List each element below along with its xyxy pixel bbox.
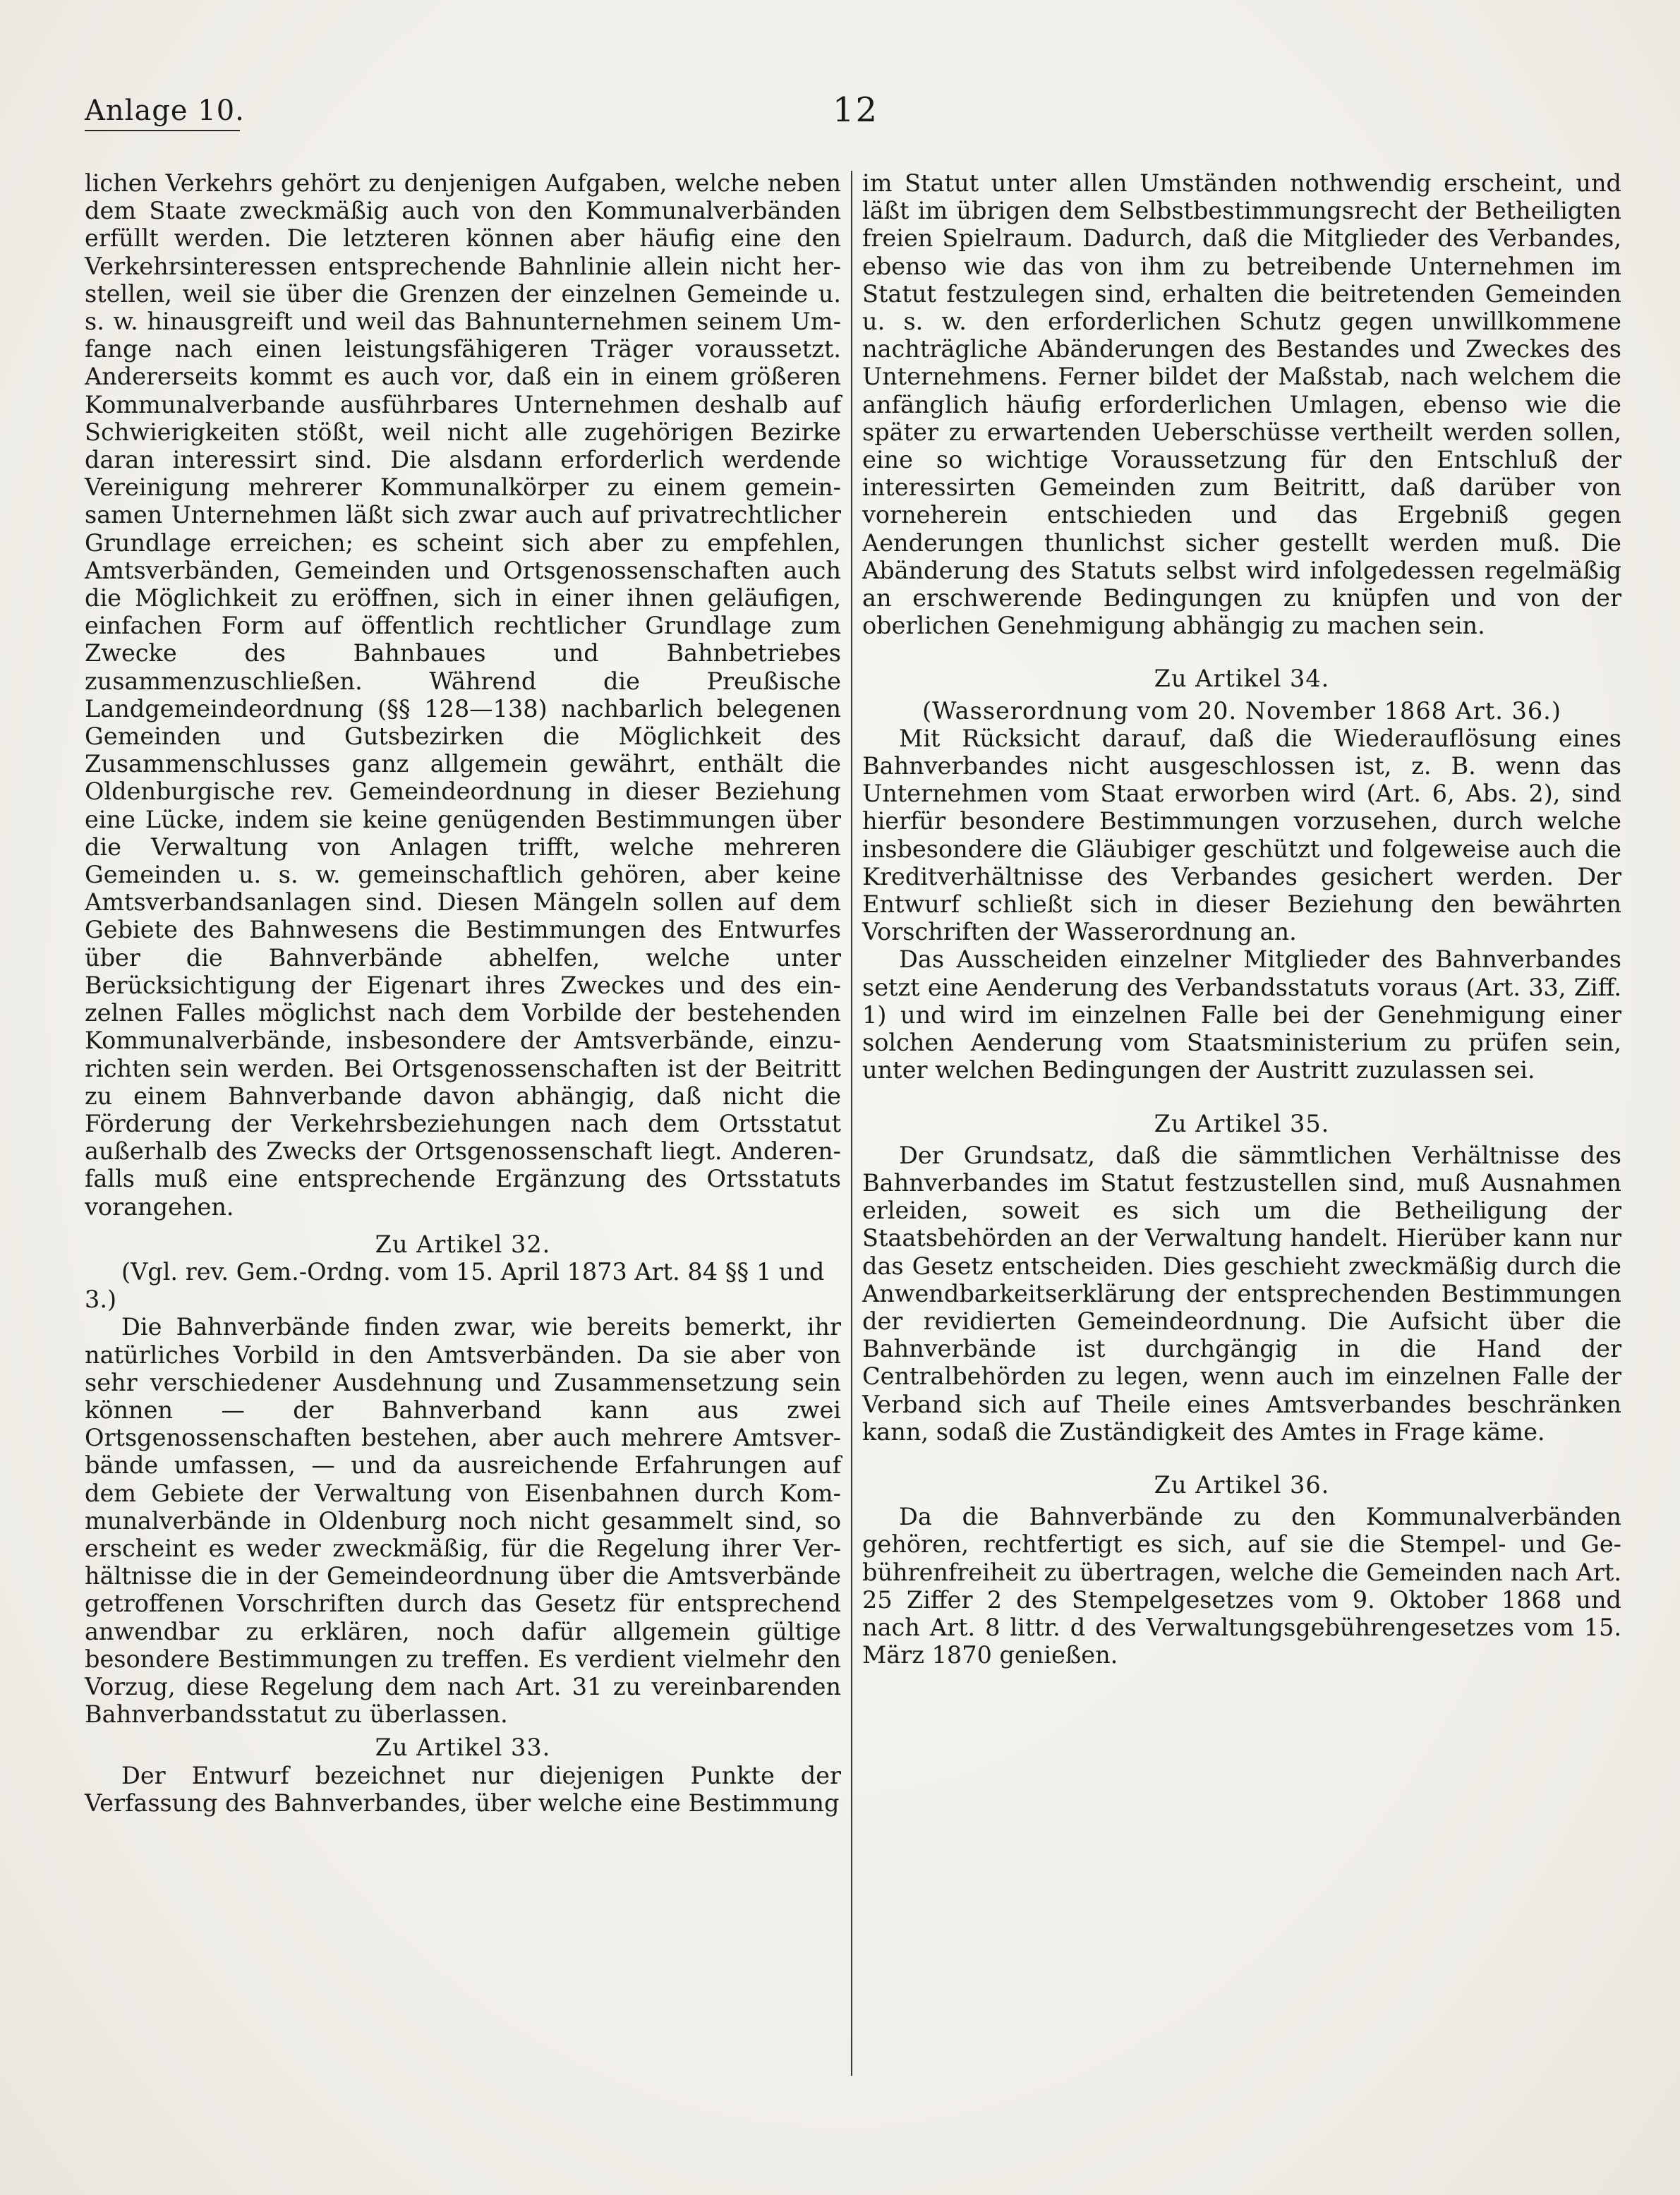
annex-underline [85, 130, 240, 131]
heading-artikel-35: Zu Artikel 35. [1154, 1109, 1330, 1137]
paragraph-artikel-35: Der Grundsatz, daß die sämmtlichen Verhältnisse des Bahnverbandes im Statut festzustellen sind, muß Ausnahmen erleiden, soweit es sich um die Betheiligung der Staatsbehörden an der Verwaltung handelt. Hierüber kann nur das Gesetz entscheiden. Dies geschieht zweckmäßig durch die Anwendbarkeitserklärung der entsprechenden Bestimmungen der revidierten Gemeindeordnung. Die Aufsicht über die Bahnverbände ist durchgängig in die Hand der Centralbehörden zu legen, wenn auch im einzelnen Falle der Verband sich auf Theile eines Amtsverbandes beschränken kann, sodaß die Zuständigkeit des Amtes in Frage käme. [862, 1141, 1621, 1446]
subheading-artikel-34: (Wasserordnung vom 20. November 1868 Art. 36.) [922, 696, 1561, 725]
paragraph-artikel-34-b: Das Ausscheiden einzelner Mitglieder des Bahnverbandes setzt eine Aenderung des Verbandsstatuts voraus (Art. 33, Ziff. 1) und wird im einzelnen Falle bei der Genehmigung einer solchen Aenderung vom Staatsministerium zu prüfen sein, unter welchen Bedingungen der Austritt zuzulassen sei. [862, 945, 1621, 1084]
paragraph-artikel-36: Da die Bahnverbände zu den Kommunalverbänden gehören, rechtfertigt es sich, auf sie die Stempel- und Gebührenfreiheit zu übertragen, welche die Gemeinden nach Art. 25 Ziffer 2 des Stempelgesetzes vom 9. Oktober 1868 und nach Art. 8 littr. d des Verwaltungsgebührengesetzes vom 15. März 1870 genießen. [862, 1503, 1621, 1669]
heading-artikel-34: Zu Artikel 34. [1154, 665, 1330, 693]
heading-artikel-33: Zu Artikel 33. [375, 1734, 551, 1762]
paragraph-artikel-32: Die Bahnverbände finden zwar, wie bereits bemerkt, ihr natürliches Vorbild in den Amtsverbänden. Da sie aber von sehr verschiedener Ausdehnung und Zusammensetzung sein können — der Bahnverband kann aus zwei Ortsgenossenschaften bestehen, aber auch mehrere Amtsverbände umfassen, — und da ausreichende Erfahrungen auf dem Gebiete der Verwaltung von Eisenbahnen durch Kommunalverbände in Oldenburg noch nicht gesammelt sind, so erscheint es weder zweckmäßig, für die Regelung ihrer Verhältnisse die in der Gemeindeordnung über die Amtsverbände getroffenen Vorschriften durch das Gesetz für entsprechend anwendbar zu erklären, noch dafür allgemein gültige besondere Bestimmungen zu treffen. Es verdient vielmehr den Vorzug, diese Regelung dem nach Art. 31 zu vereinbarenden Bahnverbandsstatut zu überlassen. [85, 1313, 841, 1729]
column-divider [851, 171, 852, 2076]
right-column [862, 169, 1621, 1669]
annex-label: Anlage 10. [85, 95, 245, 127]
paragraph-artikel-33-continued: im Statut unter allen Umständen nothwendig erscheint, und läßt im übrigen dem Selbstbestimmungsrecht der Betheiligten freien Spielraum. Dadurch, daß die Mitglieder des Verbandes, ebenso wie das von ihm zu betreibende Unternehmen im Statut festzulegen sind, erhalten die beitretenden Gemeinden u. s. w. den erforderlichen Schutz gegen unwillkommene nachträgliche Abänderungen des Bestandes und Zweckes des Unternehmens. Ferner bildet der Maßstab, nach welchem die anfänglich häufig erforderlichen Umlagen, ebenso wie die später zu erwartenden Ueberschüsse vertheilt werden sollen, eine so wichtige Voraussetzung für den Entschluß der interessirten Gemeinden zum Beitritt, daß darüber von vorneherein entschieden und das Ergebniß gegen Aenderungen thunlichst sicher gestellt werden muß. Die Abänderung des Statuts selbst wird infolgedessen regelmäßig an erschwerende Bedingungen zu knüpfen und von der oberlichen Genehmigung abhängig zu machen sein. [862, 169, 1621, 640]
paragraph-artikel-33: Der Entwurf bezeichnet nur diejenigen Punkte der Verfassung des Bahnverbandes, über welche eine Bestimmung [85, 1761, 841, 1817]
paragraph-continued: lichen Verkehrs gehört zu denjenigen Aufgaben, welche neben dem Staate zweckmäßig auch von den Kommunalverbänden erfüllt werden. Die letzteren können aber häufig eine den Verkehrsinteressen entsprechende Bahnlinie allein nicht herstellen, weil sie über die Grenzen der einzelnen Gemeinde u. s. w. hinausgreift und weil das Bahnunternehmen seinem Umfange nach einen leistungsfähigeren Träger voraussetzt. Andererseits kommt es auch vor, daß ein in einem größeren Kommunalverbande ausführbares Unternehmen deshalb auf Schwierigkeiten stößt, weil nicht alle zugehörigen Bezirke daran interessirt sind. Die alsdann erforderlich werdende Vereinigung mehrerer Kommunalkörper zu einem gemeinsamen Unternehmen läßt sich zwar auch auf privatrechtlicher Grundlage erreichen; es scheint sich aber zu empfehlen, Amtsverbänden, Gemeinden und Ortsgenossenschaften auch die Möglichkeit zu eröffnen, sich in einer ihnen geläufigen, einfachen Form auf öffentlich rechtlicher Grundlage zum Zwecke des Bahnbaues und Bahnbetriebes zusammenzuschließen. Während die Preußische Landgemeindeordnung (§§ 128—138) nachbarlich belegenen Gemeinden und Gutsbezirken die Möglichkeit des Zusammenschlusses ganz allgemein gewährt, enthält die Oldenburgische rev. Gemeindeordnung in dieser Beziehung eine Lücke, indem sie keine genügenden Bestimmungen über die Verwaltung von Anlagen trifft, welche mehreren Gemeinden u. s. w. gemeinschaftlich gehören, aber keine Amtsverbandsanlagen sind. Diesen Mängeln sollen auf dem Gebiete des Bahnwesens die Bestimmungen des Entwurfes über die Bahnverbände abhelfen, welche unter Berücksichtigung der Eigenart ihres Zweckes und des einzelnen Falles möglichst nach dem Vorbilde der bestehenden Kommunalverbände, insbesondere der Amtsverbände, einzurichten sein werden. Bei Ortsgenossenschaften ist der Beitritt zu einem Bahnverbande davon abhängig, daß nicht die Förderung der Verkehrsbeziehungen nach dem Ortsstatut außerhalb des Zwecks der Ortsgenossenschaft liegt. Anderenfalls muß eine entsprechende Ergänzung des Ortsstatuts vorangehen. [85, 169, 841, 1221]
left-column [85, 169, 841, 1817]
page-number: 12 [833, 90, 879, 130]
paragraph-artikel-34-a: Mit Rücksicht darauf, daß die Wiederauflösung eines Bahnverbandes nicht ausgeschlossen ist, z. B. wenn das Unternehmen vom Staat erworben wird (Art. 6, Abs. 2), sind hierfür besondere Bestimmungen vorzusehen, durch welche insbesondere die Gläubiger geschützt und folgeweise auch die Kreditverhältnisse des Verbandes gesichert werden. Der Entwurf schließt sich in dieser Beziehung den bewährten Vorschriften der Wasserordnung an. [862, 724, 1621, 946]
subheading-artikel-32: (Vgl. rev. Gem.-Ordng. vom 15. April 1873 Art. 84 §§ 1 und 3.) [85, 1257, 825, 1314]
page-header [85, 90, 1623, 140]
heading-artikel-32: Zu Artikel 32. [375, 1230, 551, 1258]
heading-artikel-36: Zu Artikel 36. [1154, 1470, 1330, 1499]
